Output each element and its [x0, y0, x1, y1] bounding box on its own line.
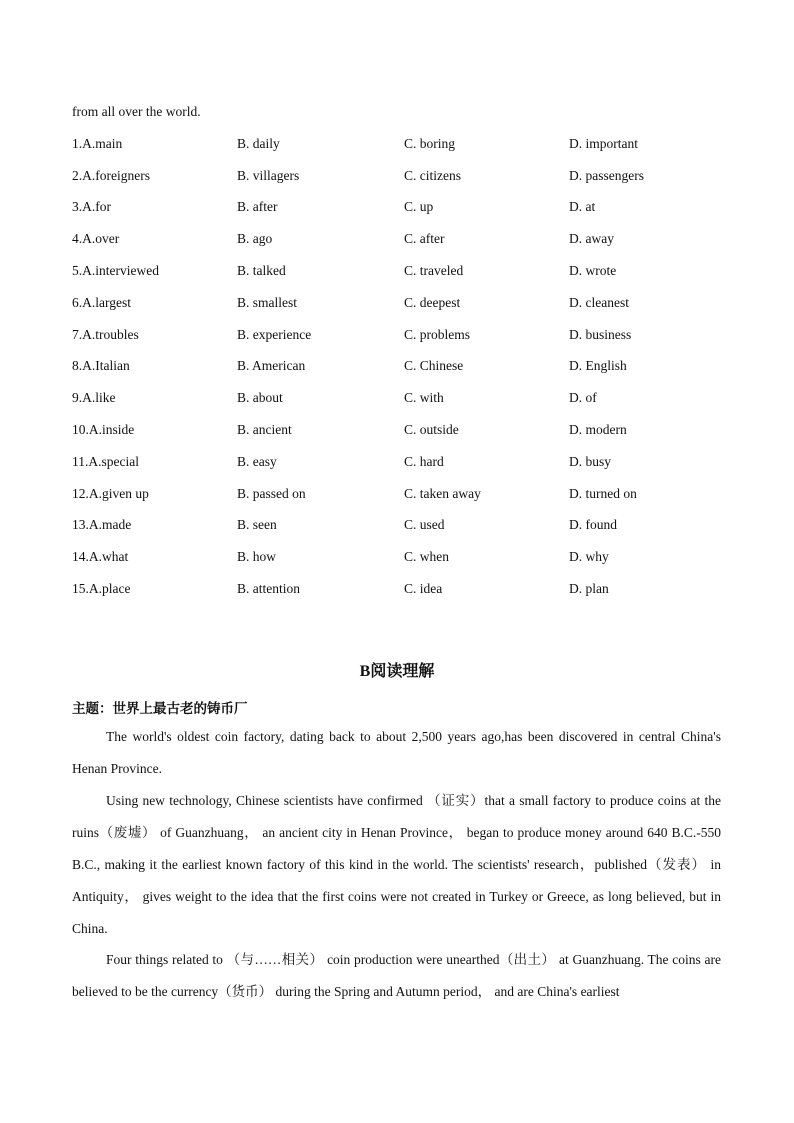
option-c: C. when — [404, 549, 449, 564]
option-c: C. problems — [404, 327, 470, 342]
option-b: B. smallest — [237, 295, 297, 310]
option-c: C. taken away — [404, 486, 481, 501]
option-c: C. traveled — [404, 263, 464, 278]
option-d: D. business — [569, 327, 632, 342]
option-d: D. busy — [569, 454, 612, 469]
option-d: D. passengers — [569, 168, 644, 183]
option-c: C. with — [404, 390, 444, 405]
question-row — [72, 549, 732, 581]
question-row — [72, 517, 732, 549]
paragraph-3: Four things related to （与……相关） coin production were unearthed（出土） at Guanzhuang. The coins are believed to be the currency（货币） during the Spring and Autumn period， and are China's earliest — [72, 952, 721, 999]
option-a: 6.A.largest — [72, 295, 131, 310]
option-a: 11.A.special — [72, 454, 139, 469]
option-b: B. after — [237, 199, 278, 214]
option-b: B. attention — [237, 581, 300, 596]
option-d: D. modern — [569, 422, 627, 437]
option-c: C. hard — [404, 454, 444, 469]
option-b: B. experience — [237, 327, 312, 342]
option-b: B. American — [237, 358, 306, 373]
option-a: 13.A.made — [72, 517, 132, 532]
option-d: D. cleanest — [569, 295, 629, 310]
option-c: C. deepest — [404, 295, 461, 310]
option-a: 14.A.what — [72, 549, 129, 564]
option-a: 15.A.place — [72, 581, 131, 596]
question-row — [72, 327, 732, 359]
option-a: 1.A.main — [72, 136, 123, 151]
option-d: D. why — [569, 549, 609, 564]
option-d: D. of — [569, 390, 597, 405]
option-a: 2.A.foreigners — [72, 168, 150, 183]
question-row — [72, 581, 732, 613]
option-b: B. passed on — [237, 486, 306, 501]
option-c: C. citizens — [404, 168, 461, 183]
option-b: B. how — [237, 549, 277, 564]
option-b: B. ancient — [237, 422, 292, 437]
option-c: C. Chinese — [404, 358, 464, 373]
option-a: 7.A.troubles — [72, 327, 139, 342]
question-row — [72, 454, 732, 486]
option-a: 10.A.inside — [72, 422, 135, 437]
option-a: 3.A.for — [72, 199, 111, 214]
paragraph-1: The world's oldest coin factory, dating back to about 2,500 years ago,has been discovered in central China's Henan Province. — [72, 729, 721, 776]
section-b-title: B阅读理解 — [359, 663, 435, 680]
question-row — [72, 263, 732, 295]
question-row — [72, 422, 732, 454]
question-row — [72, 358, 732, 390]
question-row — [72, 231, 732, 263]
option-d: D. away — [569, 231, 614, 246]
question-row — [72, 199, 732, 231]
option-b: B. ago — [237, 231, 273, 246]
option-b: B. seen — [237, 517, 277, 532]
intro-tail-text: from all over the world. — [72, 104, 201, 119]
question-row — [72, 295, 732, 327]
option-d: D. at — [569, 199, 596, 214]
question-row — [72, 486, 732, 518]
paragraph-2: Using new technology, Chinese scientists have confirmed （证实）that a small factory to produce coins at the ruins（废墟） of Guanzhuang， an ancient city in Henan Province， began to produce money around 640 B.C.-550 B.C., making it the earliest known factory of this kind in the world. The scientists' research，published（发表） in Antiquity， gives weight to the idea that the first coins were not created in Turkey or Greece, as long believed, but in China. — [72, 793, 721, 936]
option-c: C. up — [404, 199, 434, 214]
option-d: D. found — [569, 517, 617, 532]
option-a: 12.A.given up — [72, 486, 149, 501]
option-d: D. wrote — [569, 263, 617, 278]
option-c: C. used — [404, 517, 445, 532]
option-b: B. talked — [237, 263, 286, 278]
option-c: C. boring — [404, 136, 456, 151]
question-row — [72, 390, 732, 422]
question-row — [72, 168, 732, 200]
option-c: C. idea — [404, 581, 443, 596]
section-b-topic: 主题：世界上最古老的铸币厂 — [72, 701, 248, 717]
option-a: 5.A.interviewed — [72, 263, 159, 278]
option-c: C. outside — [404, 422, 459, 437]
option-c: C. after — [404, 231, 445, 246]
option-d: D. plan — [569, 581, 609, 596]
option-d: D. English — [569, 358, 627, 373]
option-a: 8.A.Italian — [72, 358, 130, 373]
option-b: B. daily — [237, 136, 280, 151]
option-d: D. turned on — [569, 486, 637, 501]
option-b: B. easy — [237, 454, 277, 469]
option-b: B. villagers — [237, 168, 300, 183]
option-b: B. about — [237, 390, 283, 405]
option-a: 9.A.like — [72, 390, 116, 405]
option-d: D. important — [569, 136, 638, 151]
option-a: 4.A.over — [72, 231, 120, 246]
question-row — [72, 136, 732, 168]
